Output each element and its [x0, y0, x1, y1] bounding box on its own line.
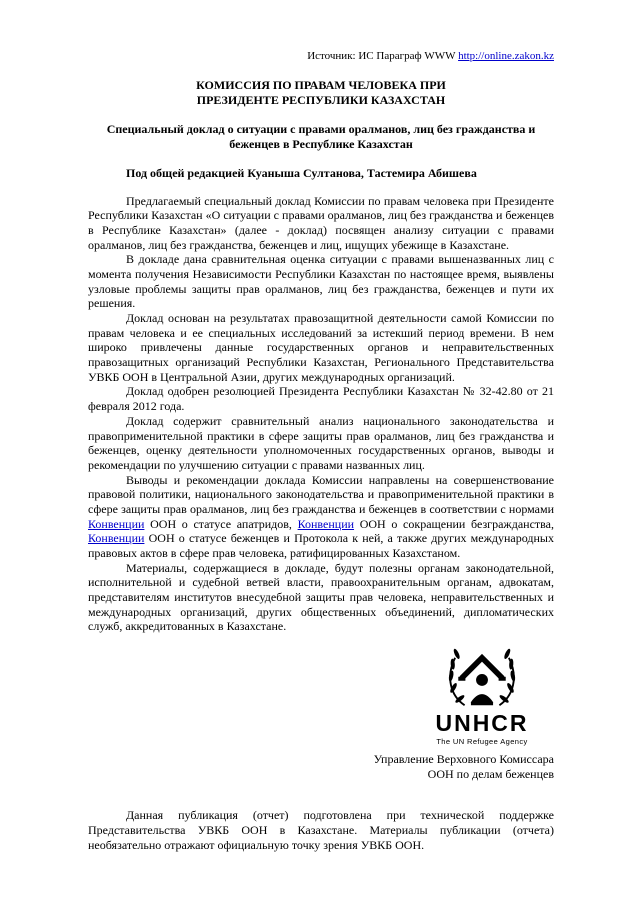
paragraph-7: Материалы, содержащиеся в докладе, будут полезны органам законодательной, исполнительной и судебной ветвей власти, правоохранительным органам, адвокатам, представителям институтов внесудебной защиты прав человека, неправительственных и международных организаций, других общественных объединений, дипломатических служб, аккредитованных в Казахстане.	[88, 560, 554, 634]
unhcr-emblem-icon	[434, 642, 530, 710]
paragraph-5: Доклад содержит сравнительный анализ национального законодательства и правоприменительной практики в сфере защиты прав оралманов, лиц без гражданства и беженцев, оценку деятельности уполномоченных государственных органов, выводы и рекомендации по улучшению ситуации с правами названных лиц.	[88, 413, 554, 472]
convention-link-1[interactable]: Конвенции	[88, 516, 145, 531]
footer-paragraph: Данная публикация (отчет) подготовлена при технической поддержке Представительства УВКБ ООН в Казахстане. Материалы публикации (отчета) необязательно отражают официальную точку зрения УВКБ ООН.	[88, 808, 554, 852]
convention-link-2[interactable]: Конвенции	[297, 516, 355, 531]
paragraph-6-text: Выводы и рекомендации доклада Комиссии направлены на совершенствование правовой политики, национального законодательства и правоприменительной практики в сфере защиты прав оралманов, лиц без гражданства и беженцев в соответствии с нормами	[88, 472, 554, 516]
document-body	[88, 194, 554, 635]
paragraph-3: Доклад основан на результатах правозащитной деятельности самой Комиссии по правам человека и ее специальных исследований за истекший период времени. В нем широко привлечены данные государственных органов и неправительственных правозащитных организаций Республики Казахстан, Регионального Представительства УВКБ ООН в Центральной Азии, других международных организаций.	[88, 311, 554, 384]
paragraph-4: Доклад одобрен резолюцией Президента Республики Казахстан № 32-42.80 от 21 февраля 2012 года.	[88, 384, 554, 414]
paragraph-6-text: ООН о сокращении безгражданства,	[354, 516, 554, 531]
source-line	[88, 50, 554, 62]
document-subtitle: Специальный доклад о ситуации с правами оралманов, лиц без гражданства и беженцев в Республике Казахстан	[106, 122, 536, 151]
editors-line: Под общей редакцией Куаныша Султанова, Тастемира Абишева	[126, 165, 477, 180]
unhcr-caption-line1: Управление Верховного Комиссара	[373, 752, 554, 767]
paragraph-1: Предлагаемый специальный доклад Комиссии по правам человека при Президенте Республики Казахстан «О ситуации с правами оралманов, лиц без гражданства и беженцев в Республике Казахстан» (далее - доклад) посвящен анализу ситуации с правами оралманов, лиц без гражданства, беженцев и лиц, ищущих убежище в Казахстане.	[88, 193, 554, 252]
paragraph-6	[88, 473, 554, 561]
source-link[interactable]: http://online.zakon.kz	[458, 50, 554, 62]
unhcr-tagline: The UN Refugee Agency	[436, 737, 528, 747]
paragraph-6-text: ООН о статусе апатридов,	[144, 516, 298, 531]
unhcr-wordmark: UNHCR	[435, 710, 529, 737]
convention-link-3[interactable]: Конвенции	[88, 531, 145, 546]
document-title-line1: КОМИССИЯ ПО ПРАВАМ ЧЕЛОВЕКА ПРИ	[196, 78, 446, 92]
document-title-line2: ПРЕЗИДЕНТЕ РЕСПУБЛИКИ КАЗАХСТАН	[196, 92, 446, 107]
paragraph-6-text: ООН о статусе беженцев и Протокола к ней, а также других международных правовых актов в сфере прав человека, ратифицированных Казахстаном.	[88, 531, 554, 560]
source-prefix: Источник: ИС Параграф WWW	[307, 50, 459, 62]
unhcr-caption	[88, 752, 554, 782]
unhcr-caption-line2: ООН по делам беженцев	[427, 767, 554, 782]
unhcr-logo	[416, 642, 548, 746]
document-title	[88, 78, 554, 107]
paragraph-2: В докладе дана сравнительная оценка ситуации с правами вышеназванных лиц с момента получения Независимости Республики Казахстан по настоящее время, выявлены узловые проблемы защиты прав оралманов, лиц без гражданства, беженцев и пути их решения.	[88, 252, 554, 311]
